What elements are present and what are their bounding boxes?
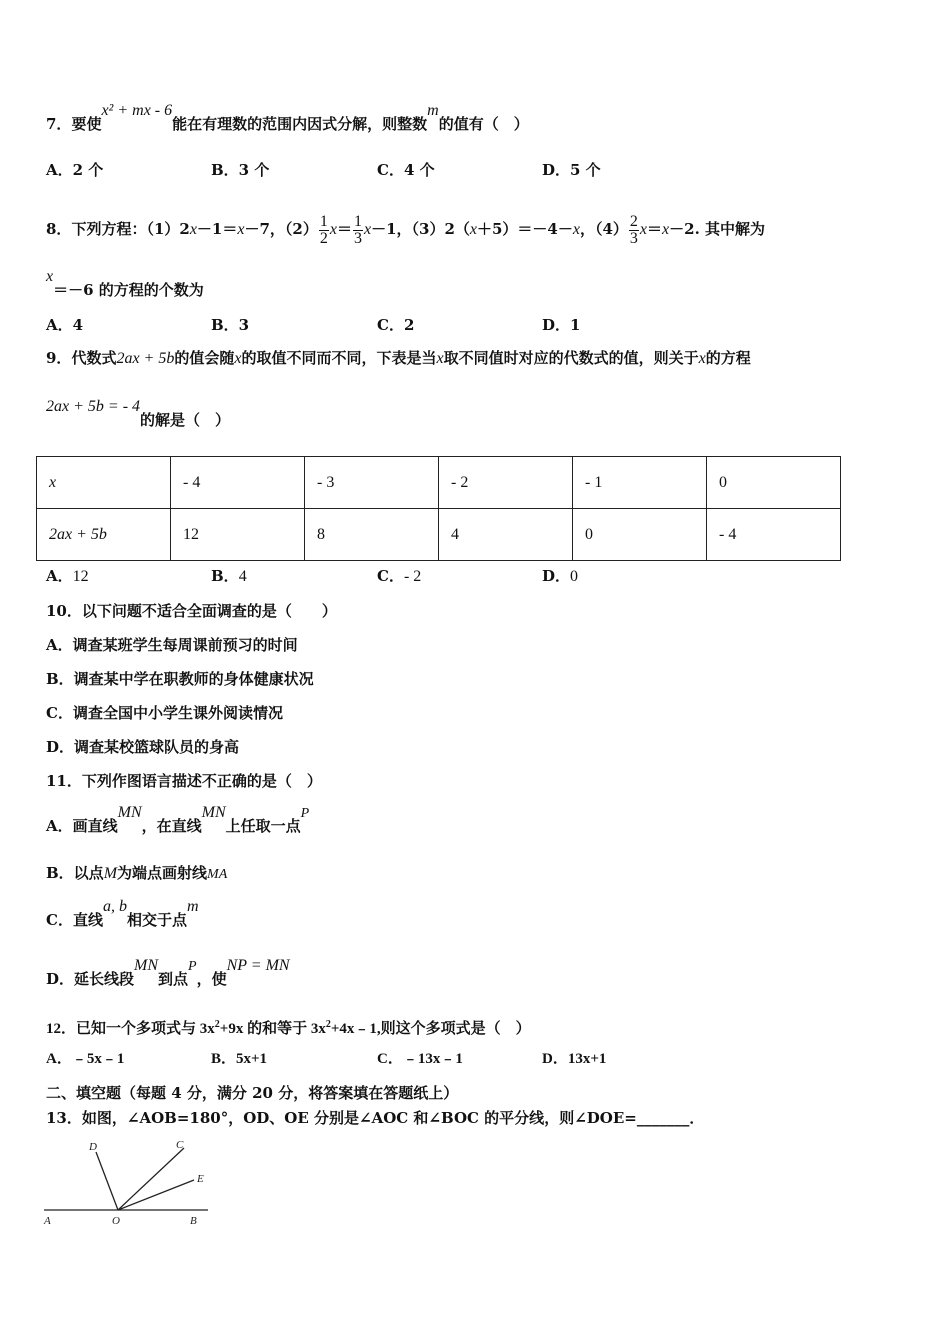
q8-var-x: x [469,221,477,238]
q11-option-d: D．延长线段MN到点P，使NP = MN [46,957,290,988]
q9-options [46,566,926,586]
q8-var-x: x [639,221,648,238]
table-row [37,457,841,509]
q9-text-6: 的解是（ ） [140,411,231,429]
q12-option-a: A．﹣5x﹣1 [46,1051,125,1067]
q7-text-3: 的值有（ ） [438,115,529,133]
q9-option-d: D．0 [542,567,579,585]
q11-option-c: C．直线a, b相交于点m [46,898,199,929]
q9-equation: 2ax + 5b = - 4 [46,398,141,415]
q7-expression: x² + mx - 6 [101,102,173,119]
q8-text-5: －1，（3）2（ [371,220,470,238]
q8-number: 8． [46,220,72,238]
label-a: A [44,1215,51,1227]
q8-var-x: x [237,221,245,238]
question-11: 11．下列作图语言描述不正确的是（ ） [46,772,322,790]
q9-option-b: B．4 [211,567,247,585]
q8-var-x: x [662,221,670,238]
label-b: B [190,1215,197,1227]
ray-oe [118,1180,194,1210]
q9-var-x: x [234,350,242,367]
q10-option-d: D．调查某校篮球队员的身高 [46,738,240,756]
table-cell: 0 [707,457,841,509]
question-12: 12．已知一个多项式与 $3x^2+9x$ 的和等于 $3x^2+4x﹣1$,则这个多项式是（ ） [46,1019,531,1037]
label-c: C [176,1139,184,1151]
question-7 [46,102,529,135]
q9-value-table [36,456,841,561]
q8-option-c: C．2 [377,316,415,334]
q7-option-d: D．5 个 [542,161,601,179]
question-8 [46,205,765,254]
q8-text-2: －1＝ [196,220,238,238]
q8-text-9: －2. 其中解为 [669,220,766,238]
q8-text-8: ＝ [647,220,663,238]
question-9-line-2 [46,398,231,431]
q10-option-c: C．调查全国中小学生课外阅读情况 [46,704,283,722]
table-cell: 4 [439,509,573,561]
q8-var-x: x [572,221,580,238]
q12-option-b: B．5x+1 [211,1051,268,1067]
table-cell: 12 [171,509,305,561]
q8-text-3: －7，（2） [244,220,318,238]
table-row [37,509,841,561]
section-heading: 二、填空题（每题 4 分，满分 20 分，将答案填在答题纸上） [46,1084,459,1102]
table-cell: - 2 [439,457,573,509]
q8-text-line2: ＝－6 的方程的个数为 [53,281,204,299]
label-o: O [112,1215,120,1227]
label-e: E [197,1173,204,1185]
q11-option-b: B．以点M为端点画射线MA [46,864,228,882]
q8-option-a: A．4 [46,316,84,334]
q9-option-c: C．- 2 [377,567,422,585]
q8-options [46,315,926,335]
q7-option-c: C．4 个 [377,161,435,179]
q9-var-x: x [698,350,706,367]
label-d: D [89,1141,97,1153]
q8-text-1: 下列方程：（1）2 [71,220,190,238]
question-9 [46,348,751,369]
q9-number: 9． [46,349,72,367]
q8-text-4: ＝ [336,220,352,238]
q8-option-b: B．3 [211,316,250,334]
q8-text-7: ，（4） [579,220,628,238]
q9-text-5: 的方程 [705,349,751,367]
q8-var-x: x [329,221,337,238]
q8-var-x: x [363,221,372,238]
q9-expression: 2ax + 5b [116,350,175,367]
q9-text-4: 取不同值时对应的代数式的值，则关于 [443,349,699,367]
q8-text-6: ＋5）＝－4－ [477,220,573,238]
question-10: 10．以下问题不适合全面调查的是（ ） [46,602,337,620]
q12-option-c: C．﹣13x﹣1 [377,1051,463,1067]
q7-variable: m [427,102,439,119]
q7-option-b: B．3 个 [211,161,270,179]
question-8-line-2 [46,268,204,301]
table-cell: 8 [305,509,439,561]
q9-text-1: 代数式 [71,349,117,367]
table-cell: 0 [573,509,707,561]
q7-option-a: A．2 个 [46,161,104,179]
q7-options [46,160,926,180]
angle-figure [40,1138,220,1234]
table-cell: - 3 [305,457,439,509]
q8-fraction-twothirds: $\frac{2}{3}$ [629,212,638,247]
ray-od [96,1152,118,1210]
q9-text-3: 的取值不同而不同，下表是当 [241,349,437,367]
q7-text-2: 能在有理数的范围内因式分解，则整数 [172,115,428,133]
q12-option-d: D．13x+1 [542,1051,607,1067]
q8-var-x: x [46,268,54,285]
q9-option-a: A．12 [46,567,89,585]
table-cell: - 4 [707,509,841,561]
ray-oc [118,1148,184,1210]
q10-option-a: A．调查某班学生每周课前预习的时间 [46,636,298,654]
q7-text-1: 要使 [71,115,102,133]
table-cell: - 1 [573,457,707,509]
q7-number: 7． [46,115,72,133]
q8-option-d: D．1 [542,316,581,334]
q9-var-x: x [436,350,444,367]
q8-fraction-half: $\frac{1}{2}$ [319,212,328,247]
question-13: 13．如图，∠AOB=180°，OD、OE 分别是∠AOC 和∠BOC 的平分线，则∠DOE=_______． [46,1109,705,1127]
q11-option-a: A．画直线MN，在直线MN上任取一点P [46,804,310,835]
table-cell: 2ax + 5b [37,509,171,561]
table-cell: - 4 [171,457,305,509]
q8-var-x: x [189,221,197,238]
q10-option-b: B．调查某中学在职教师的身体健康状况 [46,670,314,688]
q9-text-2: 的值会随 [174,349,235,367]
q8-fraction-third: $\frac{1}{3}$ [353,212,362,247]
table-cell: x [37,457,171,509]
q12-options [46,1049,926,1069]
